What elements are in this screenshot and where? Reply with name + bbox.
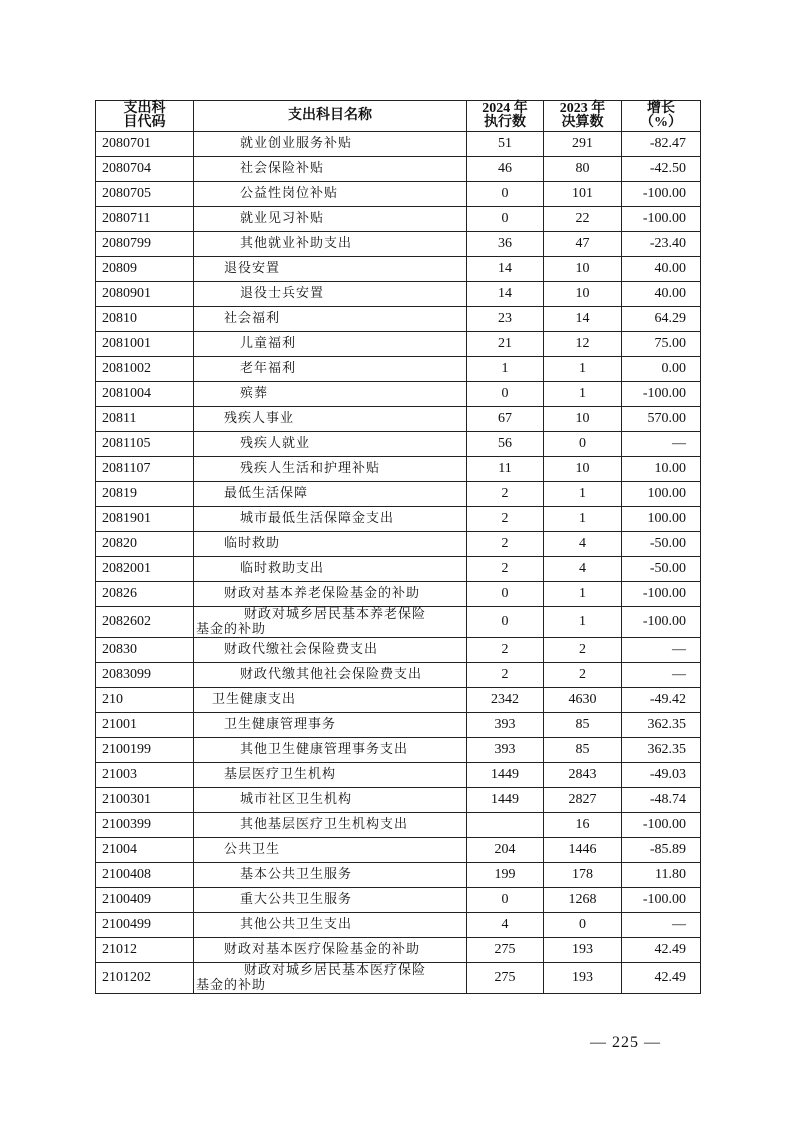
subject-name-cell: 基本公共卫生服务 [194, 863, 467, 888]
subject-name-cell: 退役安置 [194, 257, 467, 282]
subject-name-cell: 社会福利 [194, 307, 467, 332]
table-row [96, 838, 701, 863]
growth-cell: -49.03 [622, 763, 701, 788]
exec-2024-cell: 2 [467, 638, 544, 663]
final-2023-cell: 2827 [544, 788, 622, 813]
exec-2024-cell: 21 [467, 332, 544, 357]
subject-name-cell: 财政代缴其他社会保险费支出 [194, 663, 467, 688]
growth-cell: 42.49 [622, 963, 701, 994]
header-subject-name: 支出科目名称 [194, 101, 467, 132]
subject-code-cell: 2081901 [96, 507, 194, 532]
final-2023-cell: 16 [544, 813, 622, 838]
subject-code-cell: 20809 [96, 257, 194, 282]
exec-2024-cell: 23 [467, 307, 544, 332]
table-row [96, 132, 701, 157]
table-row [96, 607, 701, 638]
subject-name-cell: 财政对基本医疗保险基金的补助 [194, 938, 467, 963]
growth-cell: — [622, 432, 701, 457]
exec-2024-cell: 36 [467, 232, 544, 257]
final-2023-cell: 101 [544, 182, 622, 207]
exec-2024-cell: 2 [467, 663, 544, 688]
exec-2024-cell: 67 [467, 407, 544, 432]
exec-2024-cell: 51 [467, 132, 544, 157]
growth-cell: 75.00 [622, 332, 701, 357]
exec-2024-cell: 0 [467, 382, 544, 407]
final-2023-cell: 1446 [544, 838, 622, 863]
header-exec-2024: 2024 年 执行数 [467, 101, 544, 132]
subject-code-cell: 20811 [96, 407, 194, 432]
growth-cell: -100.00 [622, 582, 701, 607]
growth-cell: -50.00 [622, 557, 701, 582]
subject-code-cell: 2083099 [96, 663, 194, 688]
subject-name-cell: 就业创业服务补贴 [194, 132, 467, 157]
subject-name-cell: 卫生健康支出 [194, 688, 467, 713]
table-row [96, 257, 701, 282]
table-row [96, 763, 701, 788]
budget-expenditure-table [95, 100, 701, 994]
subject-code-cell: 21004 [96, 838, 194, 863]
final-2023-cell: 10 [544, 282, 622, 307]
header-final-2023: 2023 年 决算数 [544, 101, 622, 132]
table-row [96, 232, 701, 257]
subject-code-cell: 2100409 [96, 888, 194, 913]
exec-2024-cell: 275 [467, 938, 544, 963]
table-header [96, 101, 701, 132]
subject-name-cell: 残疾人就业 [194, 432, 467, 457]
final-2023-cell: 14 [544, 307, 622, 332]
final-2023-cell: 80 [544, 157, 622, 182]
exec-2024-cell: 204 [467, 838, 544, 863]
table-row [96, 532, 701, 557]
final-2023-cell: 1 [544, 382, 622, 407]
final-2023-cell: 1 [544, 607, 622, 638]
exec-2024-cell: 1449 [467, 763, 544, 788]
subject-code-cell: 2081001 [96, 332, 194, 357]
growth-cell: 11.80 [622, 863, 701, 888]
subject-name-cell: 其他基层医疗卫生机构支出 [194, 813, 467, 838]
exec-2024-cell: 0 [467, 888, 544, 913]
table-row [96, 382, 701, 407]
table-row [96, 207, 701, 232]
subject-name-cell: 临时救助支出 [194, 557, 467, 582]
table-row [96, 457, 701, 482]
table-row [96, 963, 701, 994]
exec-2024-cell: 4 [467, 913, 544, 938]
subject-name-cell: 城市社区卫生机构 [194, 788, 467, 813]
subject-code-cell: 2100301 [96, 788, 194, 813]
subject-code-cell: 2080799 [96, 232, 194, 257]
final-2023-cell: 1268 [544, 888, 622, 913]
growth-cell: 100.00 [622, 507, 701, 532]
final-2023-cell: 4 [544, 532, 622, 557]
subject-name-cell: 公共卫生 [194, 838, 467, 863]
final-2023-cell: 22 [544, 207, 622, 232]
final-2023-cell: 291 [544, 132, 622, 157]
exec-2024-cell: 2 [467, 532, 544, 557]
final-2023-cell: 47 [544, 232, 622, 257]
exec-2024-cell: 275 [467, 963, 544, 994]
table-row [96, 738, 701, 763]
final-2023-cell: 4 [544, 557, 622, 582]
exec-2024-cell: 11 [467, 457, 544, 482]
final-2023-cell: 193 [544, 938, 622, 963]
final-2023-cell: 12 [544, 332, 622, 357]
exec-2024-cell: 2 [467, 557, 544, 582]
final-2023-cell: 2 [544, 663, 622, 688]
exec-2024-cell: 393 [467, 738, 544, 763]
final-2023-cell: 1 [544, 357, 622, 382]
header-row [96, 101, 701, 132]
growth-cell: -23.40 [622, 232, 701, 257]
subject-name-cell: 财政对基本养老保险基金的补助 [194, 582, 467, 607]
final-2023-cell: 1 [544, 482, 622, 507]
growth-cell: 0.00 [622, 357, 701, 382]
table-row [96, 582, 701, 607]
growth-cell: 362.35 [622, 738, 701, 763]
subject-code-cell: 20826 [96, 582, 194, 607]
subject-code-cell: 2080711 [96, 207, 194, 232]
subject-code-cell: 2080701 [96, 132, 194, 157]
subject-name-cell: 老年福利 [194, 357, 467, 382]
growth-cell: -48.74 [622, 788, 701, 813]
header-growth: 增长 （%） [622, 101, 701, 132]
exec-2024-cell: 2 [467, 482, 544, 507]
subject-name-cell: 就业见习补贴 [194, 207, 467, 232]
exec-2024-cell: 2342 [467, 688, 544, 713]
subject-name-cell [194, 607, 467, 638]
final-2023-cell: 178 [544, 863, 622, 888]
growth-cell: -100.00 [622, 382, 701, 407]
subject-name-cell: 殡葬 [194, 382, 467, 407]
table-row [96, 888, 701, 913]
exec-2024-cell: 46 [467, 157, 544, 182]
subject-name-cell: 退役士兵安置 [194, 282, 467, 307]
page-number: — 225 — [590, 1034, 661, 1051]
growth-cell: -49.42 [622, 688, 701, 713]
exec-2024-cell: 199 [467, 863, 544, 888]
subject-name-cell: 儿童福利 [194, 332, 467, 357]
final-2023-cell: 10 [544, 457, 622, 482]
table-row [96, 157, 701, 182]
table-row [96, 482, 701, 507]
table-row [96, 282, 701, 307]
subject-code-cell: 2081105 [96, 432, 194, 457]
exec-2024-cell: 14 [467, 282, 544, 307]
exec-2024-cell [467, 813, 544, 838]
table-row [96, 507, 701, 532]
final-2023-cell: 10 [544, 257, 622, 282]
final-2023-cell: 0 [544, 913, 622, 938]
growth-cell: 570.00 [622, 407, 701, 432]
subject-code-cell: 2101202 [96, 963, 194, 994]
subject-name-cell: 残疾人事业 [194, 407, 467, 432]
table-row [96, 813, 701, 838]
subject-code-cell: 2080704 [96, 157, 194, 182]
exec-2024-cell: 1449 [467, 788, 544, 813]
subject-name-cell: 财政代缴社会保险费支出 [194, 638, 467, 663]
exec-2024-cell: 14 [467, 257, 544, 282]
growth-cell: — [622, 913, 701, 938]
growth-cell: -42.50 [622, 157, 701, 182]
final-2023-cell: 10 [544, 407, 622, 432]
subject-code-cell: 21001 [96, 713, 194, 738]
subject-code-cell: 21012 [96, 938, 194, 963]
subject-code-cell: 2081004 [96, 382, 194, 407]
subject-code-cell: 2080901 [96, 282, 194, 307]
growth-cell: -100.00 [622, 207, 701, 232]
growth-cell: -50.00 [622, 532, 701, 557]
exec-2024-cell: 0 [467, 582, 544, 607]
table-row [96, 357, 701, 382]
table-row [96, 332, 701, 357]
subject-name-cell: 残疾人生活和护理补贴 [194, 457, 467, 482]
subject-name-cell: 最低生活保障 [194, 482, 467, 507]
subject-name-cell: 城市最低生活保障金支出 [194, 507, 467, 532]
subject-name-cell: 重大公共卫生服务 [194, 888, 467, 913]
growth-cell: -82.47 [622, 132, 701, 157]
exec-2024-cell: 1 [467, 357, 544, 382]
growth-cell: -100.00 [622, 182, 701, 207]
subject-code-cell: 2082602 [96, 607, 194, 638]
table-row [96, 688, 701, 713]
final-2023-cell: 0 [544, 432, 622, 457]
final-2023-cell: 2 [544, 638, 622, 663]
subject-name-line-1: 财政对城乡居民基本养老保险 [244, 607, 427, 622]
exec-2024-cell: 393 [467, 713, 544, 738]
growth-cell: 42.49 [622, 938, 701, 963]
growth-cell: -100.00 [622, 813, 701, 838]
subject-name-line-1: 财政对城乡居民基本医疗保险 [244, 963, 427, 978]
exec-2024-cell: 0 [467, 182, 544, 207]
table-row [96, 307, 701, 332]
subject-name-cell: 公益性岗位补贴 [194, 182, 467, 207]
growth-cell: 40.00 [622, 282, 701, 307]
table-row [96, 913, 701, 938]
final-2023-cell: 85 [544, 738, 622, 763]
exec-2024-cell: 0 [467, 207, 544, 232]
subject-code-cell: 20819 [96, 482, 194, 507]
final-2023-cell: 1 [544, 507, 622, 532]
table-row [96, 663, 701, 688]
growth-cell: -100.00 [622, 607, 701, 638]
header-subject-code: 支出科 目代码 [96, 101, 194, 132]
subject-name-cell: 社会保险补贴 [194, 157, 467, 182]
exec-2024-cell: 0 [467, 607, 544, 638]
final-2023-cell: 85 [544, 713, 622, 738]
subject-name-line-2: 基金的补助 [196, 978, 267, 993]
subject-code-cell: 2100399 [96, 813, 194, 838]
table-row [96, 938, 701, 963]
subject-code-cell: 2082001 [96, 557, 194, 582]
subject-code-cell: 2081107 [96, 457, 194, 482]
table-row [96, 788, 701, 813]
subject-name-cell: 其他卫生健康管理事务支出 [194, 738, 467, 763]
table-row [96, 638, 701, 663]
table-row [96, 182, 701, 207]
subject-code-cell: 20820 [96, 532, 194, 557]
growth-cell: — [622, 663, 701, 688]
subject-name-cell: 卫生健康管理事务 [194, 713, 467, 738]
growth-cell: -100.00 [622, 888, 701, 913]
subject-name-cell: 临时救助 [194, 532, 467, 557]
table-row [96, 407, 701, 432]
table-row [96, 863, 701, 888]
subject-code-cell: 210 [96, 688, 194, 713]
subject-code-cell: 2100499 [96, 913, 194, 938]
table-row [96, 713, 701, 738]
final-2023-cell: 4630 [544, 688, 622, 713]
subject-name-line-2: 基金的补助 [196, 622, 267, 637]
subject-code-cell: 2080705 [96, 182, 194, 207]
subject-name-cell: 基层医疗卫生机构 [194, 763, 467, 788]
subject-code-cell: 21003 [96, 763, 194, 788]
subject-name-cell: 其他公共卫生支出 [194, 913, 467, 938]
growth-cell: 40.00 [622, 257, 701, 282]
growth-cell: 100.00 [622, 482, 701, 507]
subject-code-cell: 2081002 [96, 357, 194, 382]
growth-cell: 10.00 [622, 457, 701, 482]
final-2023-cell: 193 [544, 963, 622, 994]
growth-cell: — [622, 638, 701, 663]
exec-2024-cell: 2 [467, 507, 544, 532]
final-2023-cell: 2843 [544, 763, 622, 788]
growth-cell: 64.29 [622, 307, 701, 332]
growth-cell: -85.89 [622, 838, 701, 863]
final-2023-cell: 1 [544, 582, 622, 607]
subject-name-cell [194, 963, 467, 994]
growth-cell: 362.35 [622, 713, 701, 738]
table-row [96, 432, 701, 457]
subject-name-cell: 其他就业补助支出 [194, 232, 467, 257]
exec-2024-cell: 56 [467, 432, 544, 457]
table-row [96, 557, 701, 582]
subject-code-cell: 20830 [96, 638, 194, 663]
subject-code-cell: 2100199 [96, 738, 194, 763]
subject-code-cell: 2100408 [96, 863, 194, 888]
table-body [96, 132, 701, 994]
subject-code-cell: 20810 [96, 307, 194, 332]
